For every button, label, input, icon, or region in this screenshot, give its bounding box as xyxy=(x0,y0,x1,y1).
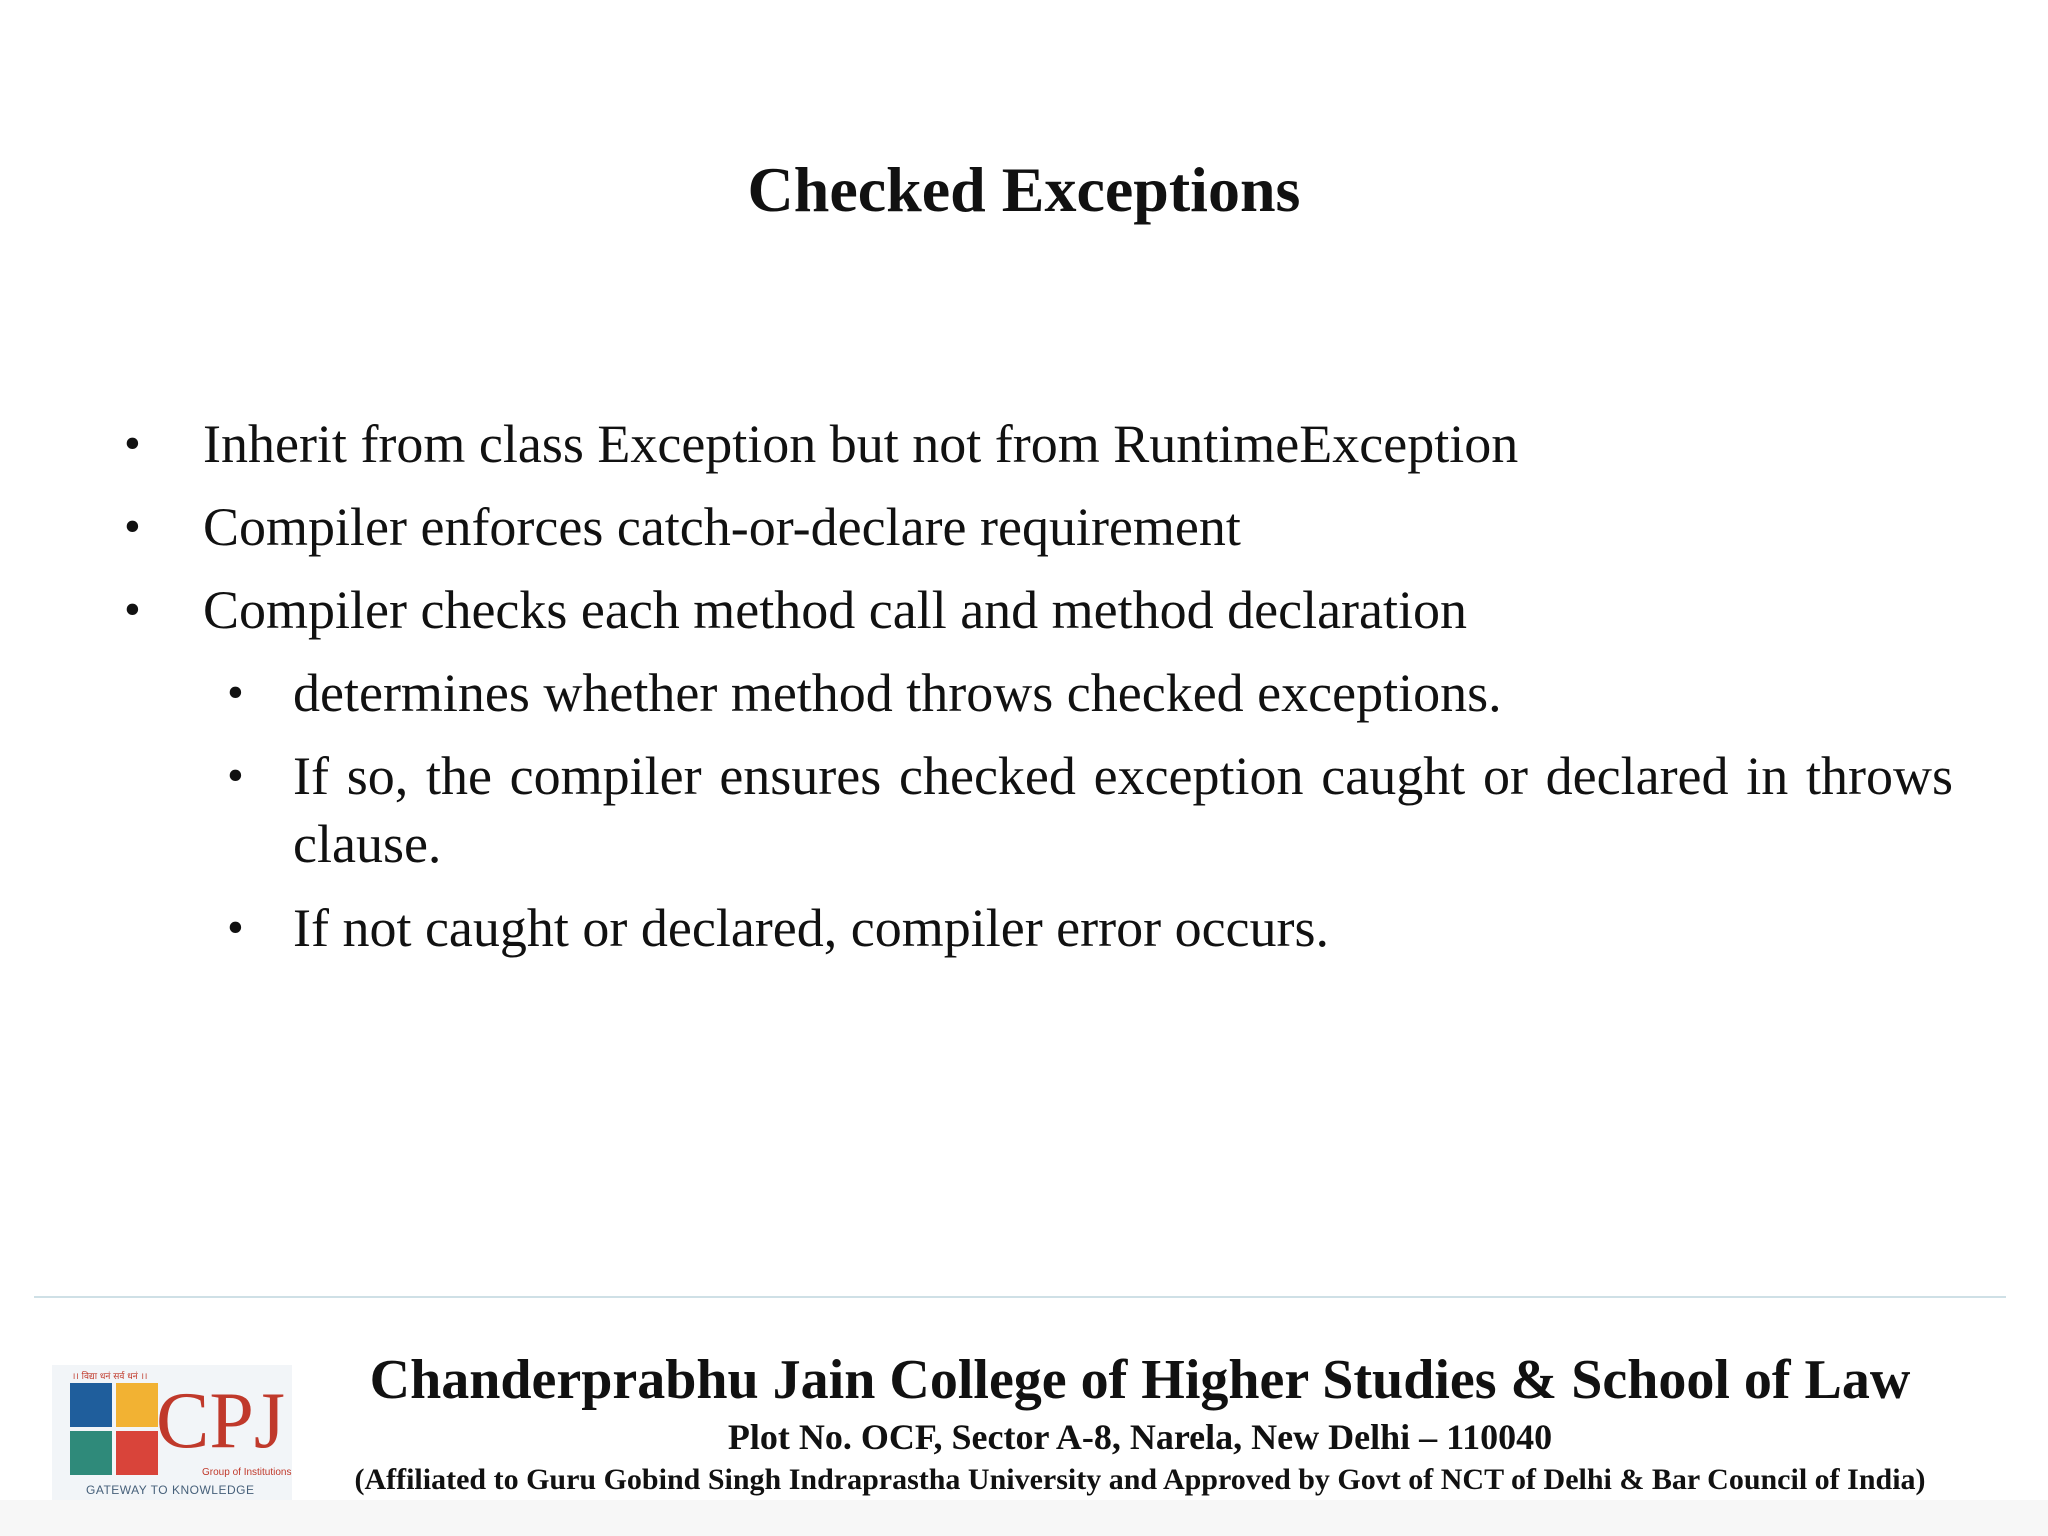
college-name: Chanderprabhu Jain College of Higher Studies & School of Law xyxy=(369,1349,1911,1411)
bullet-text: Inherit from class Exception but not from RuntimeException xyxy=(203,414,1519,474)
bullet-dot: • xyxy=(227,749,244,802)
footer-divider xyxy=(34,1296,2006,1298)
bullet-dot: • xyxy=(124,583,141,636)
college-address: Plot No. OCF, Sector A-8, Narela, New Delhi – 110040 xyxy=(727,1417,1553,1457)
logo-emblem-icon xyxy=(70,1383,158,1475)
college-logo xyxy=(52,1365,292,1503)
logo-motto: ।। विद्या धनं सर्व धनं ।। xyxy=(72,1372,148,1382)
bullet-dot: • xyxy=(124,417,141,470)
bullet-text: Compiler checks each method call and method declaration xyxy=(203,580,1468,640)
bullet-text: determines whether method throws checked exceptions. xyxy=(293,663,1502,723)
logo-tagline: GATEWAY TO KNOWLEDGE xyxy=(86,1483,255,1497)
footer-band xyxy=(0,1500,2048,1536)
logo-group-text: Group of Institutions xyxy=(202,1467,292,1478)
logo-mark: CPJ xyxy=(156,1377,285,1465)
slide-title: Checked Exceptions xyxy=(747,154,1301,225)
bullet-dot: • xyxy=(124,500,141,553)
bullet-text: If so, the compiler ensures checked exception caught or declared in throws clause. xyxy=(293,746,1953,874)
bullet-text: Compiler enforces catch-or-declare requirement xyxy=(203,497,1241,557)
college-affiliation: (Affiliated to Guru Gobind Singh Indraprastha University and Approved by Govt of NCT of Delhi & Bar Council of India) xyxy=(354,1463,1926,1496)
bullet-dot: • xyxy=(227,666,244,719)
bullet-text: If not caught or declared, compiler error occurs. xyxy=(293,898,1330,958)
bullet-dot: • xyxy=(227,901,244,954)
